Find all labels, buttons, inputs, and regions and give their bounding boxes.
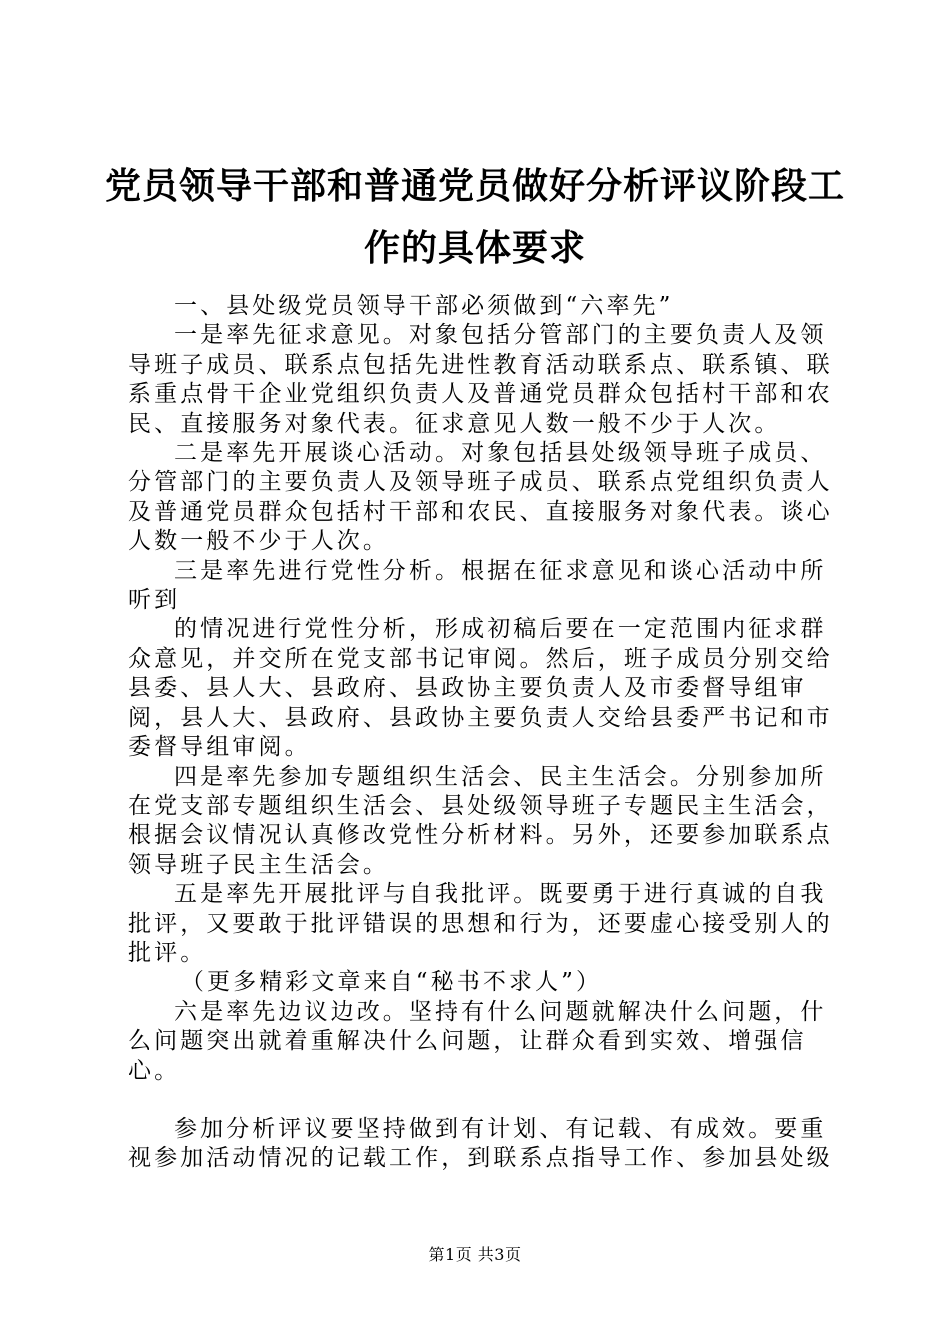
body-paragraph: 的情况进行党性分析，形成初稿后要在一定范围内征求群众意见，并交所在党支部书记审阅。然后，班子成员分别交给县委、县人大、县政府、县政协主要负责人及市委督导组审阅，县人大、县政府、县政协主要负责人交给县委严书记和市委督导组审阅。	[128, 616, 833, 761]
body-paragraph: 五是率先开展批评与自我批评。既要勇于进行真诚的自我批评，又要敢于批评错误的思想和行为，还要虚心接受别人的批评。	[128, 881, 833, 966]
body-paragraph: 四是率先参加专题组织生活会、民主生活会。分别参加所在党支部专题组织生活会、县处级领导班子专题民主生活会，根据会议情况认真修改党性分析材料。另外，还要参加联系点领导班子民主生活会。	[128, 763, 833, 878]
document-body	[128, 292, 838, 1174]
body-paragraph-fragment: 听到	[128, 587, 181, 614]
body-paragraph: 参加分析评议要坚持做到有计划、有记载、有成效。要重视参加活动情况的记载工作，到联系点指导工作、参加县处级	[128, 1115, 833, 1172]
document-title-line-2: 作的具体要求	[363, 227, 586, 269]
document-title-line-1: 党员领导干部和普通党员做好分析评议阶段工	[104, 165, 845, 207]
body-paragraph: 二是率先开展谈心活动。对象包括县处级领导班子成员、分管部门的主要负责人及领导班子成员、联系点党组织负责人及普通党员群众包括村干部和农民、直接服务对象代表。谈心人数一般不少于人次。	[128, 440, 833, 555]
source-note: （更多精彩文章来自“秘书不求人”）	[180, 969, 603, 996]
body-paragraph: 六是率先边议边改。坚持有什么问题就解决什么问题，什么问题突出就着重解决什么问题，让群众看到实效、增强信心。	[128, 998, 827, 1084]
body-paragraph: 三是率先进行党性分析。根据在征求意见和谈心活动中所	[174, 557, 827, 584]
body-paragraph: 一是率先征求意见。对象包括分管部门的主要负责人及领导班子成员、联系点包括先进性教育活动联系点、联系镇、联系重点骨干企业党组织负责人及普通党员群众包括村干部和农民、直接服务对象代表。征求意见人数一般不少于人次。	[128, 322, 833, 437]
section-heading: 一、县处级党员领导干部必须做到“六率先”	[174, 293, 674, 319]
page-number-footer: 第1页 共3页	[428, 1245, 522, 1264]
